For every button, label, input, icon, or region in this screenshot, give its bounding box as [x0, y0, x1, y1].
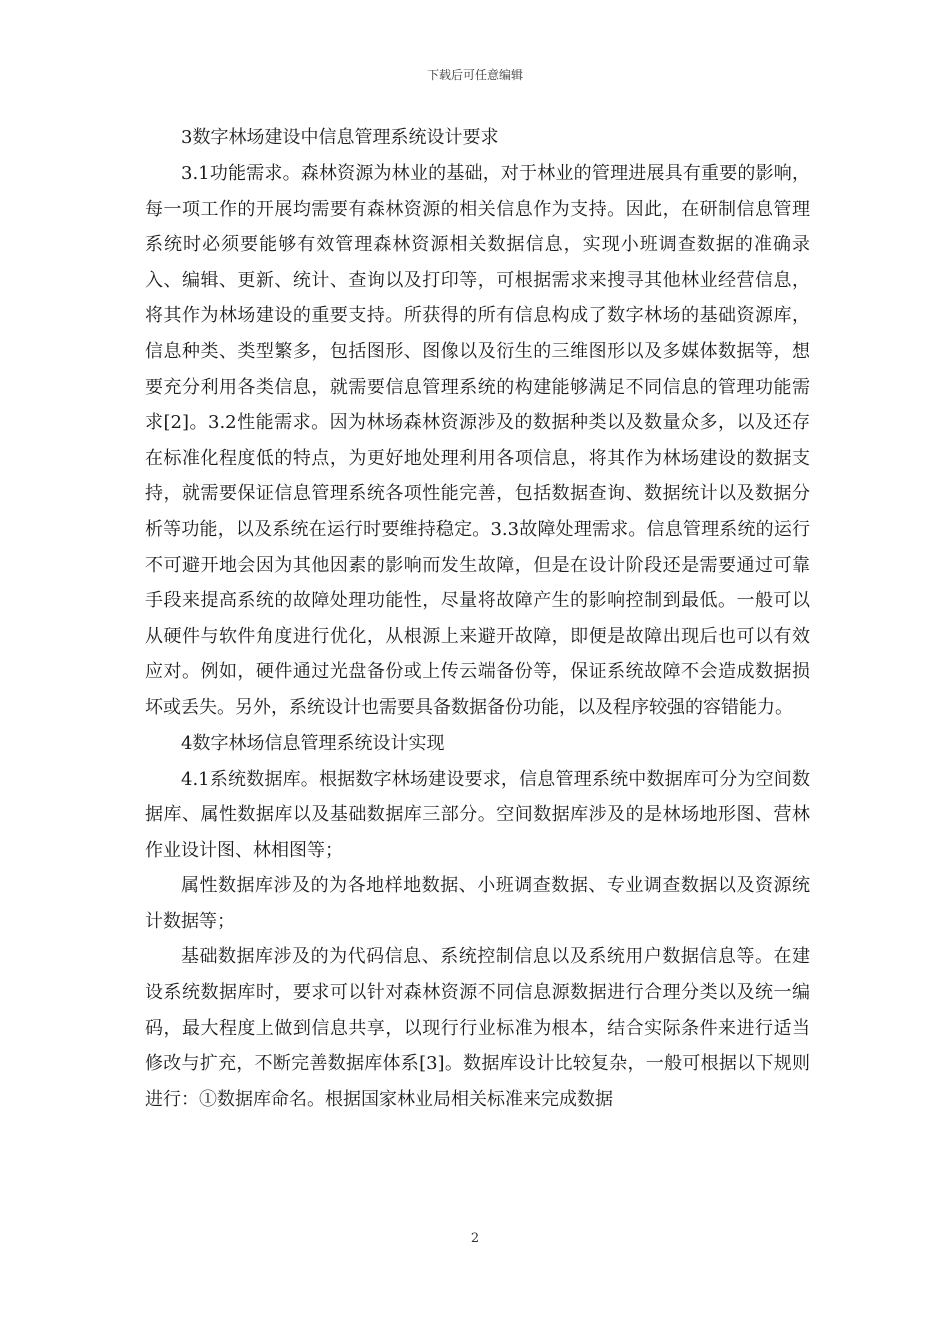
- section-4-paragraph-1: 4.1系统数据库。根据数字林场建设要求，信息管理系统中数据库可分为空间数据库、属性数据库以及基础数据库三部分。空间数据库涉及的是林场地形图、营林作业设计图、林相图等；: [145, 768, 810, 861]
- page-number: 2: [470, 1231, 480, 1246]
- section-3-paragraph: 3.1功能需求。森林资源为林业的基础，对于林业的管理进展具有重要的影响，每一项工作的开展均需要有森林资源的相关信息作为支持。因此，在研制信息管理系统时必须要能够有效管理森林资源相关数据信息，实现小班调查数据的准确录入、编辑、更新、统计、查询以及打印等，可根据需求来搜寻其他林业经营信息，将其作为林场建设的重要支持。所获得的所有信息构成了数字林场的基础资源库，信息种类、类型繁多，包括图形、图像以及衍生的三维图形以及多媒体数据等，想要充分利用各类信息，就需要信息管理系统的构建能够满足不同信息的管理功能需求[2]。3.2性能需求。因为林场森林资源涉及的数据种类以及数量众多，以及还存在标准化程度低的特点，为更好地处理利用各项信息，将其作为林场建设的数据支持，就需要保证信息管理系统各项性能完善，包括数据查询、数据统计以及数据分析等功能，以及系统在运行时要维持稳定。3.3故障处理需求。信息管理系统的运行不可避开地会因为其他因素的影响而发生故障，但是在设计阶段还是需要通过可靠手段来提高系统的故障处理功能性，尽量将故障产生的影响控制到最低。一般可以从硬件与软件角度进行优化，从根源上来避开故障，即便是故障出现后也可以有效应对。例如，硬件通过光盘备份或上传云端备份等，保证系统故障不会造成数据损坏或丢失。另外，系统设计也需要具备数据备份功能，以及程序较强的容错能力。: [145, 163, 810, 718]
- section-3-heading: 3数字林场建设中信息管理系统设计要求: [181, 127, 499, 148]
- section-4-heading: 4数字林场信息管理系统设计实现: [181, 732, 445, 754]
- section-4-paragraph-3: 基础数据库涉及的为代码信息、系统控制信息以及系统用户数据信息等。在建设系统数据库时，要求可以针对森林资源不同信息源数据进行合理分类以及统一编码，最大程度上做到信息共享，以现行行业标准为根本，结合实际条件来进行适当修改与扩充，不断完善数据库体系[3]。数据库设计比较复杂，一般可根据以下规则进行：①数据库命名。根据国家林业局相关标准来完成数据: [145, 946, 810, 1110]
- section-4-paragraph-2: 属性数据库涉及的为各地样地数据、小班调查数据、专业调查数据以及资源统计数据等；: [145, 875, 810, 932]
- document-body: [145, 120, 810, 1117]
- page-header: 下载后可任意编辑: [426, 68, 523, 82]
